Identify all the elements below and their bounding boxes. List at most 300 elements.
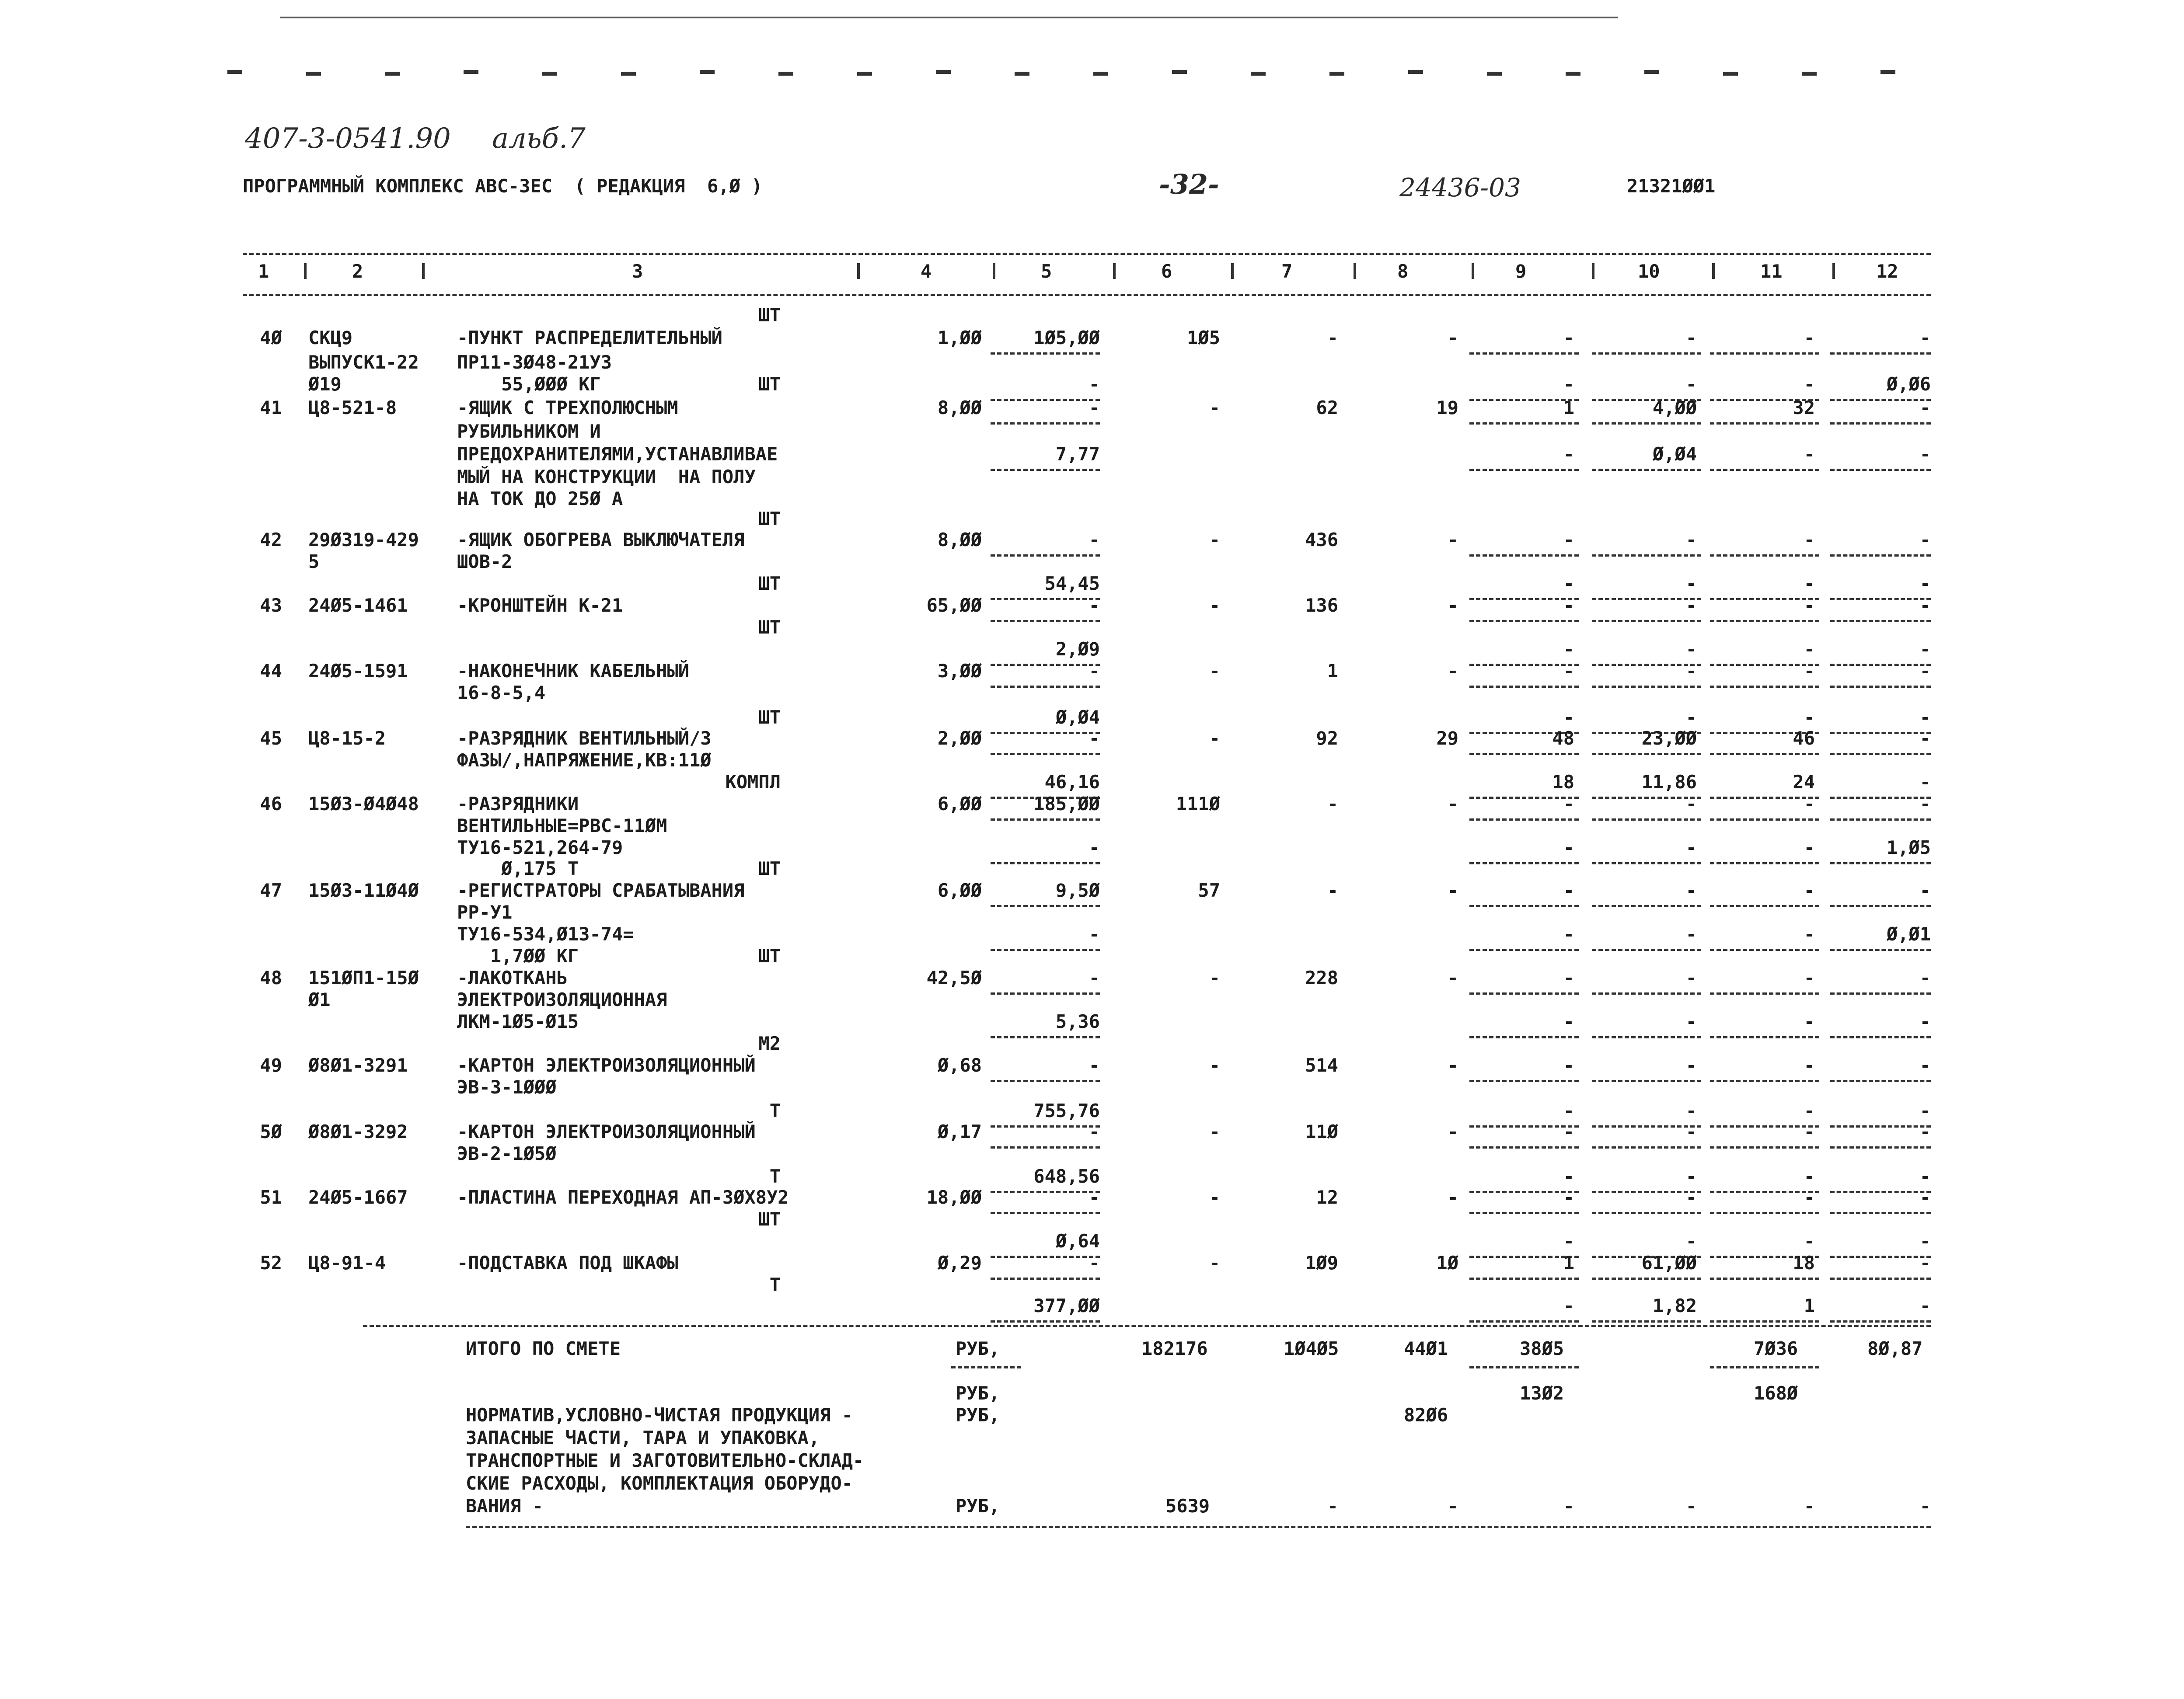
table-cell-c11: - [1804,1055,1815,1076]
table-cell-c5: 7,77 [1055,443,1100,465]
table-cell-c2: 29Ø319-429 [308,529,419,550]
totals-c6: 182176 [1141,1338,1208,1359]
spares-line-3: СКИЕ РАСХОДЫ, КОМПЛЕКТАЦИЯ ОБОРУДО- [466,1473,853,1494]
cell-underline [1830,818,1931,821]
column-header: 11 [1760,261,1783,282]
handwritten-number: 24436-03 [1399,173,1521,202]
cell-underline [1710,753,1819,755]
table-cell-c5: Ø,64 [1055,1230,1100,1252]
table-cell-c5: 377,ØØ [1033,1295,1100,1316]
page-number: -32- [1159,168,1219,200]
handwritten-code: 407-3-0541.90 [245,122,451,155]
cell-underline [1830,992,1931,995]
cell-underline [991,905,1100,907]
unit-label: ШТ [758,616,781,638]
program-title: ПРОГРАММНЫЙ КОМПЛЕКС АВС-3ЕС ( РЕДАКЦИЯ 6,Ø ) [243,175,763,197]
cell-underline [991,949,1100,951]
cell-underline [1592,352,1701,355]
cell-underline [1592,1036,1701,1038]
table-cell-c3: МЫЙ НА КОНСТРУКЦИИ НА ПОЛУ [457,466,756,487]
perforation-dash [1487,72,1502,76]
cell-underline [1710,686,1819,688]
cell-underline [991,1125,1100,1128]
cell-underline [1592,620,1701,622]
table-cell-c5: - [1089,397,1100,418]
table-cell-c9: - [1563,327,1574,348]
table-cell-c3: 55,ØØØ КГ [457,373,601,395]
table-cell-c3: ТУ16-521,264-79 [457,837,623,858]
table-cell-c9: - [1563,660,1574,682]
table-cell-c12: - [1919,1055,1931,1076]
table-cell-c2: Ø1 [308,989,331,1010]
table-cell-c9: - [1563,1121,1574,1142]
cell-underline [1830,753,1931,755]
perforation-dash [1723,72,1738,76]
table-cell-c11: 46 [1793,728,1815,749]
table-cell-c12: - [1919,1187,1931,1208]
table-cell-c5: - [1089,923,1100,945]
table-cell-c2: СКЦ9 [308,327,353,348]
table-cell-c5: 5,36 [1055,1011,1100,1032]
table-cell-c6: - [1209,1187,1220,1208]
table-cell-c4: 65,ØØ [926,595,982,616]
table-cell-c11: - [1804,707,1815,728]
cell-underline [991,1080,1100,1082]
cell-underline [1592,686,1701,688]
table-cell-c8: - [1447,595,1458,616]
cell-underline [1830,1212,1931,1214]
table-cell-c11: - [1804,529,1815,550]
cell-underline [991,352,1100,355]
cell-underline [1469,686,1579,688]
table-cell-c1: 46 [260,793,282,815]
totals-unit-2: РУБ, [956,1382,1000,1404]
cell-underline [1710,818,1819,821]
table-cell-c3: 1,7ØØ КГ [457,945,579,967]
table-cell-c3: ТУ16-534,Ø13-74= [457,923,634,945]
perforation-dash [1644,70,1659,74]
table-cell-c12: - [1919,443,1931,465]
table-cell-c10: 23,ØØ [1641,728,1697,749]
table-cell-c10: - [1685,373,1697,395]
spares-value: 5639 [1165,1495,1210,1517]
column-separator [1472,263,1474,279]
table-cell-c11: - [1804,793,1815,815]
cell-underline [1830,1036,1931,1038]
table-cell-c9: - [1563,1011,1574,1032]
table-cell-c12: - [1919,397,1931,418]
cell-underline [1830,352,1931,355]
totals-rule [363,1325,1931,1327]
table-cell-c7: 136 [1305,595,1338,616]
table-cell-c8: 1Ø [1436,1252,1458,1274]
table-cell-c10: - [1685,660,1697,682]
table-cell-c8: 29 [1436,728,1458,749]
table-cell-c6: - [1209,728,1220,749]
table-cell-c10: 11,86 [1641,771,1697,793]
table-cell-c2: Ц8-15-2 [308,728,386,749]
norm-label: НОРМАТИВ,УСЛОВНО-ЧИСТАЯ ПРОДУКЦИЯ - [466,1404,853,1426]
cell-underline [1592,1125,1701,1128]
table-cell-c7: 11Ø [1305,1121,1338,1142]
table-cell-c11: - [1804,327,1815,348]
table-cell-c4: 8,ØØ [937,529,982,550]
column-separator [857,263,860,279]
perforation-dash [306,72,321,76]
table-cell-c3: РР-У1 [457,902,513,923]
table-cell-c7: 1Ø9 [1305,1252,1338,1274]
table-cell-c9: - [1563,707,1574,728]
table-cell-c1: 47 [260,880,282,901]
cell-underline [1710,992,1819,995]
cell-underline [1830,664,1931,666]
table-cell-c12: - [1919,1166,1931,1187]
cell-underline [1592,818,1701,821]
unit-label: ШТ [758,1208,781,1230]
table-cell-c9: - [1563,837,1574,858]
table-cell-c3: -КАРТОН ЭЛЕКТРОИЗОЛЯЦИОННЫЙ [457,1121,756,1142]
table-cell-c2: 5 [308,551,320,572]
table-cell-c3: 16-8-5,4 [457,682,546,703]
table-cell-c10: 1,82 [1652,1295,1697,1316]
cell-underline [991,753,1100,755]
table-cell-c2: Ц8-91-4 [308,1252,386,1274]
cell-underline [1710,905,1819,907]
table-cell-c12: - [1919,1230,1931,1252]
table-cell-c8: - [1447,1187,1458,1208]
table-cell-c6: - [1209,1121,1220,1142]
table-cell-c11: - [1804,373,1815,395]
totals-c9: 38Ø5 [1520,1338,1564,1359]
table-cell-c11: 18 [1793,1252,1815,1274]
table-cell-c10: - [1685,1011,1697,1032]
table-cell-c1: 43 [260,595,282,616]
cell-underline [1592,1080,1701,1082]
table-cell-c5: - [1089,837,1100,858]
cell-underline [1469,1036,1579,1038]
totals-c12: 8Ø,87 [1867,1338,1923,1359]
cell-underline [1710,949,1819,951]
cell-underline [1469,1320,1579,1323]
table-cell-c11: - [1804,573,1815,594]
cell-underline [1592,554,1701,557]
column-separator [993,263,995,279]
cell-underline [1592,753,1701,755]
table-cell-c1: 42 [260,529,282,550]
cell-underline [1830,1278,1931,1280]
table-cell-c4: Ø,68 [937,1055,982,1076]
table-cell-c5: - [1089,660,1100,682]
spares-dash-cell: - [1447,1495,1458,1517]
cell-underline [991,862,1100,864]
header-rule-bottom [243,294,1931,296]
table-cell-c2: 24Ø5-1461 [308,595,408,616]
cell-underline [1710,1278,1819,1280]
table-cell-c3: ВЕНТИЛЬНЫЕ=РВС-11ØМ [457,815,667,836]
table-cell-c5: 54,45 [1044,573,1100,594]
table-cell-c1: 52 [260,1252,282,1274]
perforation-dash [1015,72,1029,76]
perforation-dash [700,70,715,74]
cell-underline [1710,620,1819,622]
table-cell-c6: - [1209,1055,1220,1076]
table-cell-c10: - [1685,880,1697,901]
table-cell-c11: - [1804,1121,1815,1142]
table-cell-c9: - [1563,373,1574,395]
unit-label: ШТ [758,304,781,326]
table-cell-c1: 41 [260,397,282,418]
cell-underline [991,686,1100,688]
column-separator [1354,263,1356,279]
table-cell-c3: -НАКОНЕЧНИК КАБЕЛЬНЫЙ [457,660,690,682]
cell-underline [1830,905,1931,907]
cell-underline [1830,1320,1931,1323]
column-separator [422,263,425,279]
table-cell-c3u: ШТ [758,858,781,879]
table-cell-c9: 18 [1552,771,1574,793]
cell-underline [1830,554,1931,557]
perforation-dash [1093,72,1108,76]
perforation-dash-row [227,66,1933,79]
cell-underline [991,1146,1100,1149]
table-cell-c10: - [1685,837,1697,858]
table-cell-c10: - [1685,923,1697,945]
table-cell-c4: 8,ØØ [937,397,982,418]
table-cell-c8: - [1447,967,1458,989]
table-cell-c7: 92 [1316,728,1338,749]
unit-label: Т [769,1274,781,1295]
table-cell-c11: - [1804,595,1815,616]
table-cell-c5: - [1089,1252,1100,1274]
cell-underline [1710,1080,1819,1082]
table-cell-c12: - [1919,638,1931,660]
table-cell-c3: -ПОДСТАВКА ПОД ШКАФЫ [457,1252,678,1274]
table-cell-c3: -ЯЩИК ОБОГРЕВА ВЫКЛЮЧАТЕЛЯ [457,529,745,550]
perforation-dash [621,72,636,76]
perforation-dash [1408,70,1423,74]
cell-underline [1469,598,1579,600]
table-cell-c7: 12 [1316,1187,1338,1208]
cell-underline [1830,399,1931,401]
table-cell-c5: - [1089,967,1100,989]
table-cell-c9: - [1563,1230,1574,1252]
table-cell-c6: - [1209,967,1220,989]
table-cell-c3u: ШТ [758,373,781,395]
table-cell-c3: -КАРТОН ЭЛЕКТРОИЗОЛЯЦИОННЫЙ [457,1055,756,1076]
table-cell-c9: - [1563,1166,1574,1187]
table-cell-c3: -ЛАКОТКАНЬ [457,967,568,989]
table-cell-c6: - [1209,660,1220,682]
table-cell-c10: - [1685,967,1697,989]
table-cell-c3: -ЯЩИК С ТРЕХПОЛЮСНЫМ [457,397,678,418]
table-cell-c1: 5Ø [260,1121,282,1142]
table-cell-c5: - [1089,1121,1100,1142]
cell-underline [1469,399,1579,401]
cell-underline [1710,797,1819,799]
cell-underline [1830,686,1931,688]
perforation-dash [542,72,557,76]
table-cell-c7: 436 [1305,529,1338,550]
table-cell-c11: - [1804,1100,1815,1121]
table-cell-c9: - [1563,793,1574,815]
cell-underline [1469,1256,1579,1258]
cell-underline [1710,1125,1819,1128]
totals-c9-second: 13Ø2 [1520,1382,1564,1404]
table-cell-c6: - [1209,397,1220,418]
cell-underline [1710,598,1819,600]
spares-dash-cell: - [1685,1495,1697,1517]
header-rule-top [243,253,1931,255]
cell-underline [1469,797,1579,799]
table-cell-c11: 24 [1793,771,1815,793]
table-cell-c1: 4Ø [260,327,282,348]
table-cell-c12: - [1919,707,1931,728]
table-cell-c11: - [1804,1011,1815,1032]
spares-line-4: ВАНИЯ - [466,1495,544,1517]
table-cell-c12: - [1919,660,1931,682]
cell-underline [1710,1191,1819,1193]
table-cell-c7: 1 [1327,660,1338,682]
handwritten-album: альб.7 [492,122,586,155]
cell-underline [1592,469,1701,471]
cell-underline [1469,753,1579,755]
footer-rule [466,1526,1931,1528]
cell-underline [1469,1191,1579,1193]
table-cell-c12: - [1919,880,1931,901]
table-cell-c6: - [1209,529,1220,550]
table-cell-c12: 1,Ø5 [1886,837,1931,858]
cell-underline [1710,1212,1819,1214]
cell-underline [1469,862,1579,864]
table-cell-c2: Ø8Ø1-3292 [308,1121,408,1142]
table-cell-c7: - [1327,793,1338,815]
cell-underline [1830,1125,1931,1128]
table-cell-c3: РУБИЛЬНИКОМ И [457,421,601,442]
table-cell-c12: - [1919,1121,1931,1142]
table-cell-c5: - [1089,1055,1100,1076]
table-cell-c5: 185,ØØ [1033,793,1100,815]
table-cell-c3u: ШТ [758,573,781,594]
table-cell-c8: - [1447,660,1458,682]
table-cell-c10: - [1685,707,1697,728]
table-cell-c3: ФАЗЫ/,НАПРЯЖЕНИЕ,КВ:11Ø [457,749,712,771]
perforation-dash [936,70,951,74]
cell-underline [1469,554,1579,557]
cell-underline [991,620,1100,622]
perforation-dash [1329,72,1344,76]
table-cell-c9: 1 [1563,397,1574,418]
table-cell-c8: - [1447,880,1458,901]
unit-label: М2 [758,1033,781,1054]
cell-underline [991,1278,1100,1280]
table-cell-c2: 15Ø3-Ø4Ø48 [308,793,419,815]
table-cell-c3: -РАЗРЯДНИКИ [457,793,579,815]
table-cell-c8: 19 [1436,397,1458,418]
table-cell-c8: - [1447,529,1458,550]
table-cell-c11: - [1804,837,1815,858]
table-cell-c10: - [1685,793,1697,815]
table-cell-c12: - [1919,793,1931,815]
table-cell-c3: ПРЕДОХРАНИТЕЛЯМИ,УСТАНАВЛИВАЕ [457,443,778,465]
table-cell-c10: Ø,Ø4 [1652,443,1697,465]
table-cell-c1: 48 [260,967,282,989]
cell-underline [991,1036,1100,1038]
cell-underline [1592,949,1701,951]
cell-underline [1469,992,1579,995]
spares-dash-cell: - [1327,1495,1338,1517]
table-cell-c9: - [1563,880,1574,901]
unit-label: ШТ [758,508,781,529]
table-cell-c10: - [1685,1121,1697,1142]
table-cell-c7: 62 [1316,397,1338,418]
table-cell-c10: - [1685,638,1697,660]
column-separator [1592,263,1594,279]
totals-c11: 7Ø36 [1754,1338,1798,1359]
cell-underline [1592,1212,1701,1214]
cell-underline [1830,1080,1931,1082]
doc-code: 21321ØØ1 [1627,175,1716,197]
cell-underline [1710,422,1819,425]
cell-underline [1830,732,1931,734]
table-cell-c3: -ПЛАСТИНА ПЕРЕХОДНАЯ АП-3ØХ8У2 [457,1187,789,1208]
table-cell-c11: - [1804,443,1815,465]
cell-underline [1592,1146,1701,1149]
table-cell-c3: -КРОНШТЕЙН К-21 [457,595,623,616]
table-cell-c2: 24Ø5-1667 [308,1187,408,1208]
cell-underline [991,664,1100,666]
cell-underline [991,598,1100,600]
column-header: 3 [632,261,643,282]
cell-underline [1469,818,1579,821]
table-cell-c11: - [1804,923,1815,945]
table-cell-c5: Ø,Ø4 [1055,707,1100,728]
cell-underline [1592,664,1701,666]
column-header: 2 [352,261,363,282]
spares-unit: РУБ, [956,1495,1000,1517]
table-cell-c8: - [1447,327,1458,348]
table-cell-c4: 6,ØØ [937,793,982,815]
table-cell-c4: 1,ØØ [937,327,982,348]
scan-top-line [280,17,1618,18]
table-cell-c9: - [1563,638,1574,660]
table-cell-c9: - [1563,1100,1574,1121]
column-header: 6 [1161,261,1172,282]
table-cell-c7: 514 [1305,1055,1338,1076]
totals-underline-unit [951,1366,1021,1368]
cell-underline [1592,1320,1701,1323]
table-cell-c4: 3,ØØ [937,660,982,682]
table-cell-c11: - [1804,967,1815,989]
column-header: 10 [1638,261,1660,282]
column-header: 12 [1876,261,1898,282]
perforation-dash [1802,72,1817,76]
perforation-dash [857,72,872,76]
table-cell-c3: ЭВ-3-1ØØØ [457,1076,557,1098]
table-cell-c9: - [1563,573,1574,594]
perforation-dash [385,72,400,76]
column-separator [1832,263,1835,279]
cell-underline [991,399,1100,401]
table-cell-c2: ВЫПУСК1-22 [308,352,419,373]
cell-underline [1830,1191,1931,1193]
table-cell-c3: ЛКМ-1Ø5-Ø15 [457,1011,579,1032]
table-cell-c3: ПР11-3Ø48-21У3 [457,352,612,373]
column-header: 8 [1397,261,1409,282]
cell-underline [991,422,1100,425]
totals-underline-c11 [1710,1366,1819,1368]
cell-underline [991,469,1100,471]
spares-line-1: ЗАПАСНЫЕ ЧАСТИ, ТАРА И УПАКОВКА, [466,1427,820,1448]
